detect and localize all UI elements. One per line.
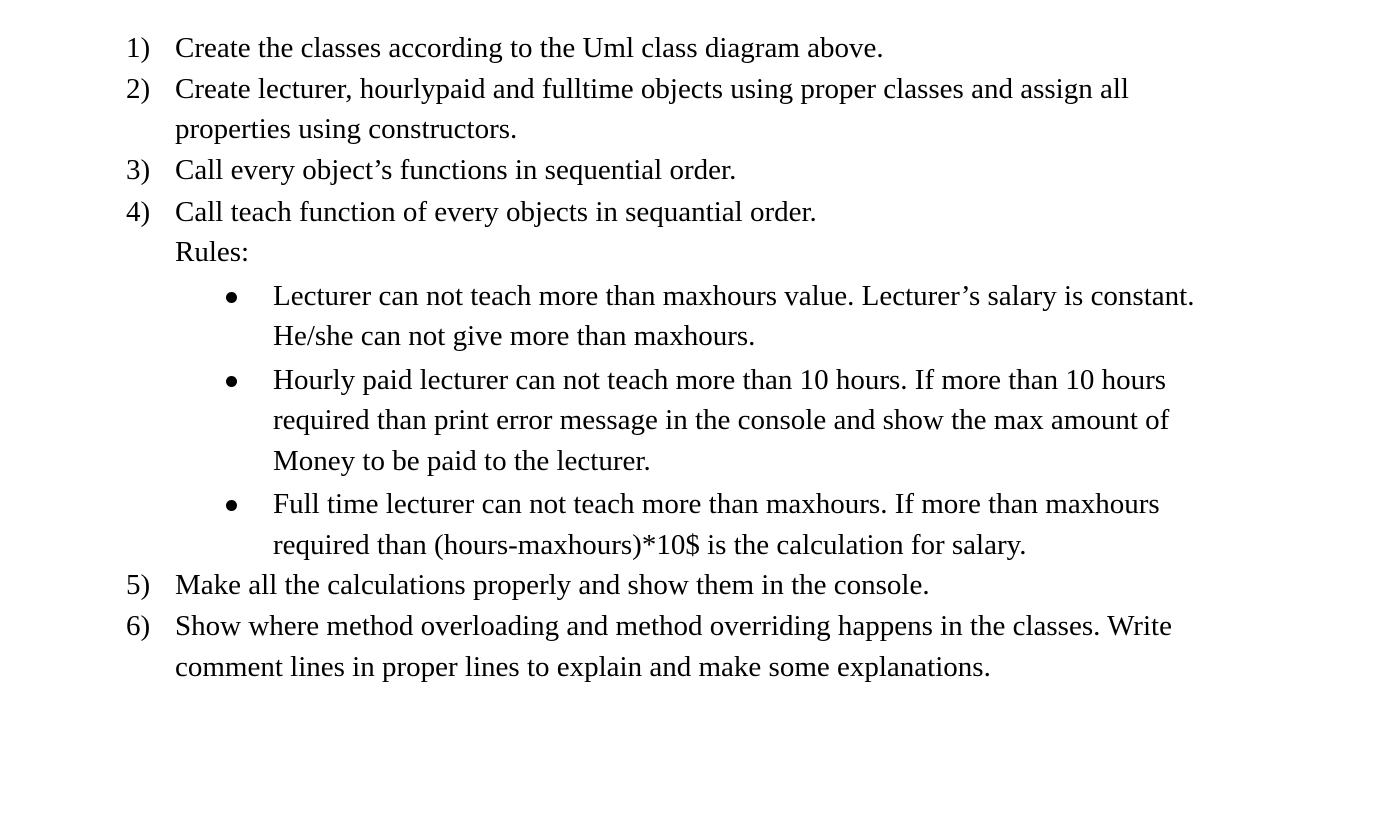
bullet-icon: [226, 500, 237, 511]
bullet-icon: [226, 376, 237, 387]
item-number: 3): [126, 154, 151, 186]
item-text-line: Call every object’s functions in sequential order.: [175, 154, 737, 186]
item-text-line: properties using constructors.: [175, 113, 518, 145]
rule-text-line: Full time lecturer can not teach more than maxhours. If more than maxhours: [273, 488, 1160, 520]
rule-text-line: Hourly paid lecturer can not teach more than 10 hours. If more than 10 hours: [273, 364, 1167, 396]
item-number: 2): [126, 73, 151, 105]
rules-heading: Rules:: [175, 236, 250, 268]
item-number: 6): [126, 610, 151, 642]
item-text-line: comment lines in proper lines to explain and make some explanations.: [175, 651, 991, 683]
rule-text-line: Money to be paid to the lecturer.: [273, 445, 651, 477]
item-text-line: Make all the calculations properly and show them in the console.: [175, 569, 930, 601]
rule-text-line: He/she can not give more than maxhours.: [273, 320, 756, 352]
item-text-line: Call teach function of every objects in sequantial order.: [175, 196, 817, 228]
bullet-icon: [226, 292, 237, 303]
item-text-line: Create the classes according to the Uml class diagram above.: [175, 32, 884, 64]
rule-text-line: required than (hours-maxhours)*10$ is the calculation for salary.: [273, 529, 1027, 561]
item-text-line: Create lecturer, hourlypaid and fulltime objects using proper classes and assign all: [175, 73, 1129, 105]
item-text-line: Show where method overloading and method overriding happens in the classes. Write: [175, 610, 1172, 642]
item-number: 5): [126, 569, 151, 601]
rule-text-line: Lecturer can not teach more than maxhours value. Lecturer’s salary is constant.: [273, 280, 1195, 312]
item-number: 4): [126, 196, 151, 228]
rule-text-line: required than print error message in the console and show the max amount of: [273, 404, 1170, 436]
item-number: 1): [126, 32, 151, 64]
